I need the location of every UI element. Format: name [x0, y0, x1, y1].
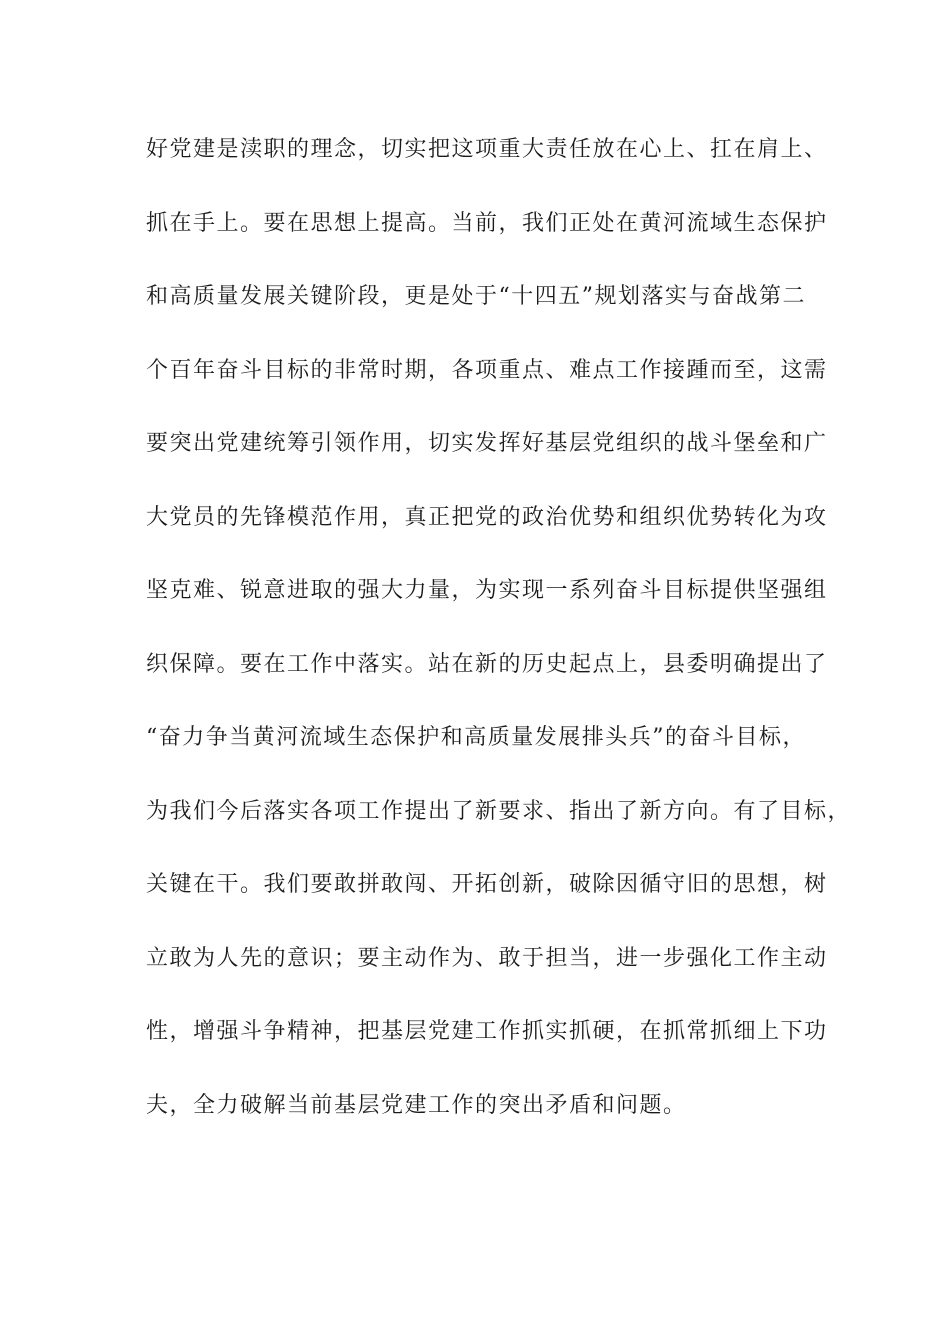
text-line: 性，增强斗争精神，把基层党建工作抓实抓硬，在抓常抓细上下功 — [146, 1019, 828, 1044]
text-line: 个百年奋斗目标的非常时期，各项重点、难点工作接踵而至，这需 — [146, 357, 828, 383]
text-line: 要突出党建统筹引领作用，切实发挥好基层党组织的战斗堡垒和广 — [146, 431, 828, 456]
text-line: 立敢为人先的意识；要主动作为、敢于担当，进一步强化工作主动 — [146, 945, 828, 971]
text-line: “奋力争当黄河流域生态保护和高质量发展排头兵”的奋斗目标， — [146, 725, 806, 750]
text-line: 和高质量发展关键阶段，更是处于“十四五”规划落实与奋战第二 — [146, 284, 806, 309]
body-paragraph — [146, 113, 852, 1142]
text-line: 夫，全力破解当前基层党建工作的突出矛盾和问题。 — [146, 1092, 687, 1118]
text-line: 关键在干。我们要敢拼敢闯、开拓创新，破除因循守旧的思想，树 — [146, 872, 828, 897]
text-line: 抓在手上。要在思想上提高。当前，我们正处在黄河流域生态保护 — [146, 210, 828, 236]
text-line: 好党建是渎职的理念，切实把这项重大责任放在心上、扛在肩上、 — [146, 137, 828, 162]
text-line: 大党员的先锋模范作用，真正把党的政治优势和组织优势转化为攻 — [146, 504, 828, 530]
text-line: 坚克难、锐意进取的强大力量，为实现一系列奋斗目标提供坚强组 — [146, 578, 828, 603]
text-line: 织保障。要在工作中落实。站在新的历史起点上，县委明确提出了 — [146, 651, 828, 677]
text-line: 为我们今后落实各项工作提出了新要求、指出了新方向。有了目标， — [146, 798, 852, 824]
